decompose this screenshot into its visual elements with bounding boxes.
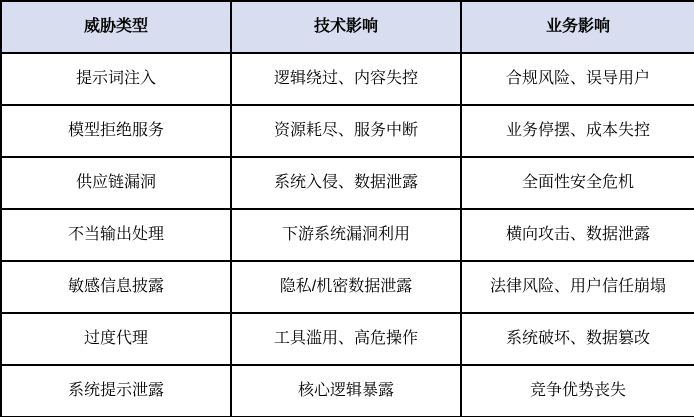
table-cell: 逻辑绕过、内容失控 bbox=[231, 53, 461, 105]
table-cell: 模型拒绝服务 bbox=[1, 105, 231, 157]
header-threat-type: 威胁类型 bbox=[1, 1, 231, 53]
table-body bbox=[1, 53, 694, 417]
table-header bbox=[1, 1, 694, 53]
table-cell: 核心逻辑暴露 bbox=[231, 365, 461, 417]
table-cell: 资源耗尽、服务中断 bbox=[231, 105, 461, 157]
header-business-impact: 业务影响 bbox=[461, 1, 694, 53]
table-cell: 下游系统漏洞利用 bbox=[231, 209, 461, 261]
table-cell: 系统提示泄露 bbox=[1, 365, 231, 417]
table-cell: 法律风险、用户信任崩塌 bbox=[461, 261, 694, 313]
table-row bbox=[1, 53, 694, 105]
header-row bbox=[1, 1, 694, 53]
table-row bbox=[1, 157, 694, 209]
table-cell: 供应链漏洞 bbox=[1, 157, 231, 209]
table-cell: 过度代理 bbox=[1, 313, 231, 365]
table-cell: 提示词注入 bbox=[1, 53, 231, 105]
table-cell: 隐私/机密数据泄露 bbox=[231, 261, 461, 313]
table-cell: 工具滥用、高危操作 bbox=[231, 313, 461, 365]
table-cell: 系统入侵、数据泄露 bbox=[231, 157, 461, 209]
table-cell: 系统破坏、数据篡改 bbox=[461, 313, 694, 365]
table-row bbox=[1, 261, 694, 313]
table-cell: 业务停摆、成本失控 bbox=[461, 105, 694, 157]
table-cell: 不当输出处理 bbox=[1, 209, 231, 261]
header-technical-impact: 技术影响 bbox=[231, 1, 461, 53]
table-row bbox=[1, 105, 694, 157]
table-cell: 敏感信息披露 bbox=[1, 261, 231, 313]
table-cell: 合规风险、误导用户 bbox=[461, 53, 694, 105]
table-row bbox=[1, 209, 694, 261]
table-cell: 竞争优势丧失 bbox=[461, 365, 694, 417]
table-cell: 横向攻击、数据泄露 bbox=[461, 209, 694, 261]
table-row bbox=[1, 365, 694, 417]
table-cell: 全面性安全危机 bbox=[461, 157, 694, 209]
table-row bbox=[1, 313, 694, 365]
